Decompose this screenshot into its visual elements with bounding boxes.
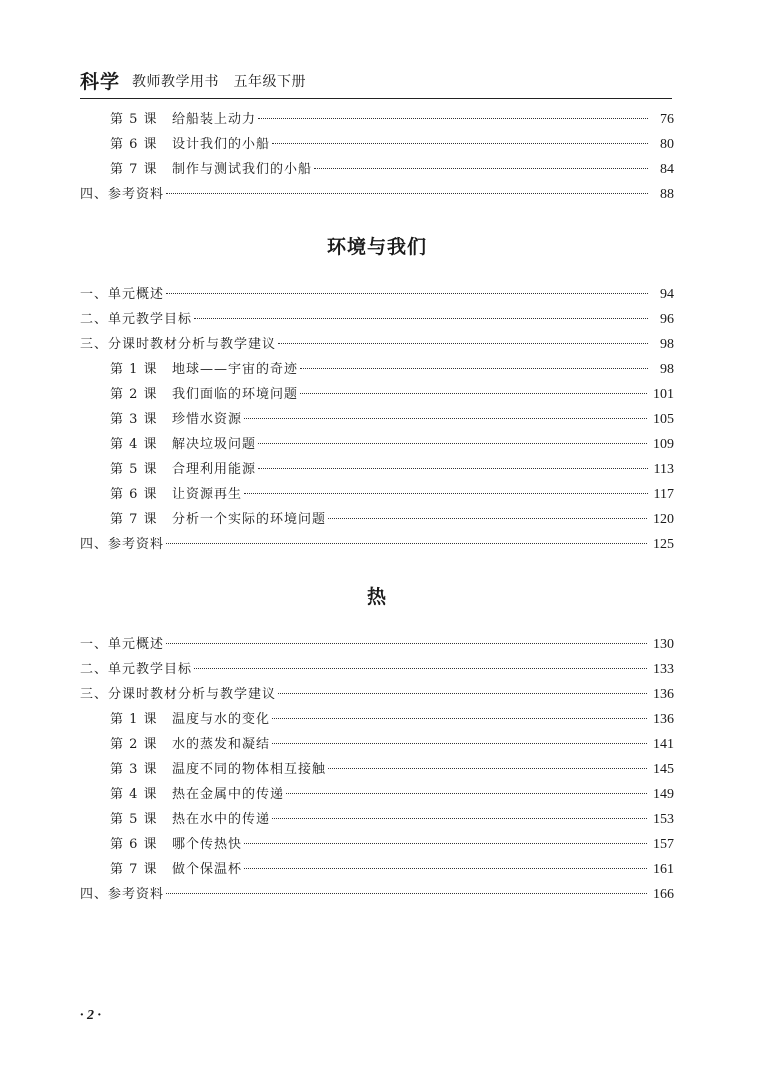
dot-leader bbox=[300, 368, 648, 369]
lesson-number: 第 2 课 bbox=[110, 387, 158, 402]
dot-leader bbox=[194, 668, 647, 669]
dot-leader bbox=[166, 643, 647, 644]
toc-entry[interactable] bbox=[80, 885, 674, 905]
toc-entry[interactable] bbox=[110, 385, 674, 405]
toc-entry[interactable] bbox=[110, 410, 674, 430]
page-number: · 2 · bbox=[80, 1008, 101, 1023]
dot-leader bbox=[244, 493, 648, 494]
page-ref: 161 bbox=[653, 862, 674, 877]
entry-title: 制作与测试我们的小船 bbox=[172, 162, 313, 177]
entry-title: 珍惜水资源 bbox=[172, 412, 243, 427]
lesson-number: 第 3 课 bbox=[110, 762, 158, 777]
toc-entry[interactable] bbox=[110, 710, 674, 730]
entry-title: 一、单元概述 bbox=[80, 637, 165, 652]
toc-entry[interactable] bbox=[110, 435, 674, 455]
page-ref: 105 bbox=[653, 412, 674, 427]
page-ref: 130 bbox=[653, 637, 674, 652]
entry-title: 三、分课时教材分析与教学建议 bbox=[80, 337, 277, 352]
toc-entry[interactable] bbox=[110, 760, 674, 780]
running-header bbox=[80, 70, 672, 99]
page-ref: 96 bbox=[660, 312, 674, 327]
page-ref: 149 bbox=[653, 787, 674, 802]
entry-title: 分析一个实际的环境问题 bbox=[172, 512, 327, 527]
toc-entry[interactable] bbox=[80, 285, 674, 305]
entry-title: 四、参考资料 bbox=[80, 187, 165, 202]
lesson-number: 第 2 课 bbox=[110, 737, 158, 752]
toc-entry[interactable] bbox=[80, 535, 674, 555]
unit-title: 环境与我们 bbox=[326, 236, 427, 258]
entry-title: 解决垃圾问题 bbox=[172, 437, 257, 452]
dot-leader bbox=[244, 843, 647, 844]
page-ref: 117 bbox=[653, 487, 674, 502]
page-ref: 101 bbox=[653, 387, 674, 402]
toc-entry[interactable] bbox=[110, 485, 674, 505]
page-ref: 141 bbox=[653, 737, 674, 752]
toc-entry[interactable] bbox=[80, 635, 674, 655]
dot-leader bbox=[328, 768, 647, 769]
toc-entry[interactable] bbox=[110, 110, 674, 130]
header-book-title: 教师教学用书 五年级下册 bbox=[132, 74, 306, 90]
dot-leader bbox=[272, 718, 647, 719]
dot-leader bbox=[328, 518, 647, 519]
lesson-number: 第 7 课 bbox=[110, 512, 158, 527]
entry-title: 合理利用能源 bbox=[172, 462, 257, 477]
page-ref: 125 bbox=[653, 537, 674, 552]
dot-leader bbox=[166, 893, 647, 894]
page-ref: 133 bbox=[653, 662, 674, 677]
lesson-number: 第 4 课 bbox=[110, 787, 158, 802]
dot-leader bbox=[272, 743, 647, 744]
page-ref: 136 bbox=[653, 712, 674, 727]
unit-title: 热 bbox=[366, 586, 387, 608]
toc-entry[interactable] bbox=[80, 310, 674, 330]
dot-leader bbox=[272, 143, 648, 144]
entry-title: 温度与水的变化 bbox=[172, 712, 271, 727]
dot-leader bbox=[166, 293, 648, 294]
dot-leader bbox=[278, 693, 647, 694]
dot-leader bbox=[286, 793, 647, 794]
lesson-number: 第 1 课 bbox=[110, 362, 158, 377]
dot-leader bbox=[258, 468, 648, 469]
entry-title: 地球——宇宙的奇迹 bbox=[172, 362, 299, 377]
toc-entry[interactable] bbox=[80, 185, 674, 205]
page-ref: 98 bbox=[660, 362, 674, 377]
page-ref: 88 bbox=[660, 187, 674, 202]
toc-entry[interactable] bbox=[80, 685, 674, 705]
entry-title: 哪个传热快 bbox=[172, 837, 243, 852]
page-ref: 120 bbox=[653, 512, 674, 527]
page-ref: 98 bbox=[660, 337, 674, 352]
entry-title: 一、单元概述 bbox=[80, 287, 165, 302]
page-ref: 80 bbox=[660, 137, 674, 152]
dot-leader bbox=[258, 118, 648, 119]
toc-entry[interactable] bbox=[110, 135, 674, 155]
page-ref: 76 bbox=[660, 112, 674, 127]
page-ref: 145 bbox=[653, 762, 674, 777]
entry-title: 做个保温杯 bbox=[172, 862, 243, 877]
toc-entry[interactable] bbox=[110, 785, 674, 805]
toc-entry[interactable] bbox=[80, 660, 674, 680]
dot-leader bbox=[166, 193, 648, 194]
dot-leader bbox=[194, 318, 648, 319]
dot-leader bbox=[272, 818, 647, 819]
page-ref: 136 bbox=[653, 687, 674, 702]
entry-title: 热在金属中的传递 bbox=[172, 787, 285, 802]
dot-leader bbox=[300, 393, 647, 394]
dot-leader bbox=[278, 343, 648, 344]
toc-entry[interactable] bbox=[80, 335, 674, 355]
dot-leader bbox=[314, 168, 648, 169]
entry-title: 热在水中的传递 bbox=[172, 812, 271, 827]
dot-leader bbox=[244, 418, 647, 419]
page-ref: 84 bbox=[660, 162, 674, 177]
page-ref: 166 bbox=[653, 887, 674, 902]
entry-title: 三、分课时教材分析与教学建议 bbox=[80, 687, 277, 702]
lesson-number: 第 1 课 bbox=[110, 712, 158, 727]
entry-title: 我们面临的环境问题 bbox=[172, 387, 299, 402]
entry-title: 四、参考资料 bbox=[80, 537, 165, 552]
lesson-number: 第 5 课 bbox=[110, 112, 158, 127]
lesson-number: 第 7 课 bbox=[110, 162, 158, 177]
entry-title: 二、单元教学目标 bbox=[80, 662, 193, 677]
toc-entry[interactable] bbox=[110, 160, 674, 180]
lesson-number: 第 5 课 bbox=[110, 812, 158, 827]
entry-title: 水的蒸发和凝结 bbox=[172, 737, 271, 752]
page-ref: 94 bbox=[660, 287, 674, 302]
toc-entry[interactable] bbox=[110, 835, 674, 855]
entry-title: 让资源再生 bbox=[172, 487, 243, 502]
lesson-number: 第 6 课 bbox=[110, 137, 158, 152]
page-ref: 109 bbox=[653, 437, 674, 452]
toc-entry[interactable] bbox=[110, 810, 674, 830]
entry-title: 温度不同的物体相互接触 bbox=[172, 762, 327, 777]
entry-title: 四、参考资料 bbox=[80, 887, 165, 902]
toc-entry[interactable] bbox=[110, 860, 674, 880]
toc-entry[interactable] bbox=[110, 360, 674, 380]
header-subject: 科学 bbox=[80, 71, 121, 93]
lesson-number: 第 6 课 bbox=[110, 837, 158, 852]
lesson-number: 第 3 课 bbox=[110, 412, 158, 427]
dot-leader bbox=[258, 443, 647, 444]
toc-entry[interactable] bbox=[110, 510, 674, 530]
toc-entry[interactable] bbox=[110, 460, 674, 480]
lesson-number: 第 4 课 bbox=[110, 437, 158, 452]
dot-leader bbox=[166, 543, 647, 544]
lesson-number: 第 5 课 bbox=[110, 462, 158, 477]
entry-title: 给船装上动力 bbox=[172, 112, 257, 127]
entry-title: 二、单元教学目标 bbox=[80, 312, 193, 327]
lesson-number: 第 6 课 bbox=[110, 487, 158, 502]
page-ref: 113 bbox=[653, 462, 674, 477]
page-ref: 157 bbox=[653, 837, 674, 852]
toc-entry[interactable] bbox=[110, 735, 674, 755]
lesson-number: 第 7 课 bbox=[110, 862, 158, 877]
dot-leader bbox=[244, 868, 647, 869]
entry-title: 设计我们的小船 bbox=[172, 137, 271, 152]
page-ref: 153 bbox=[653, 812, 674, 827]
